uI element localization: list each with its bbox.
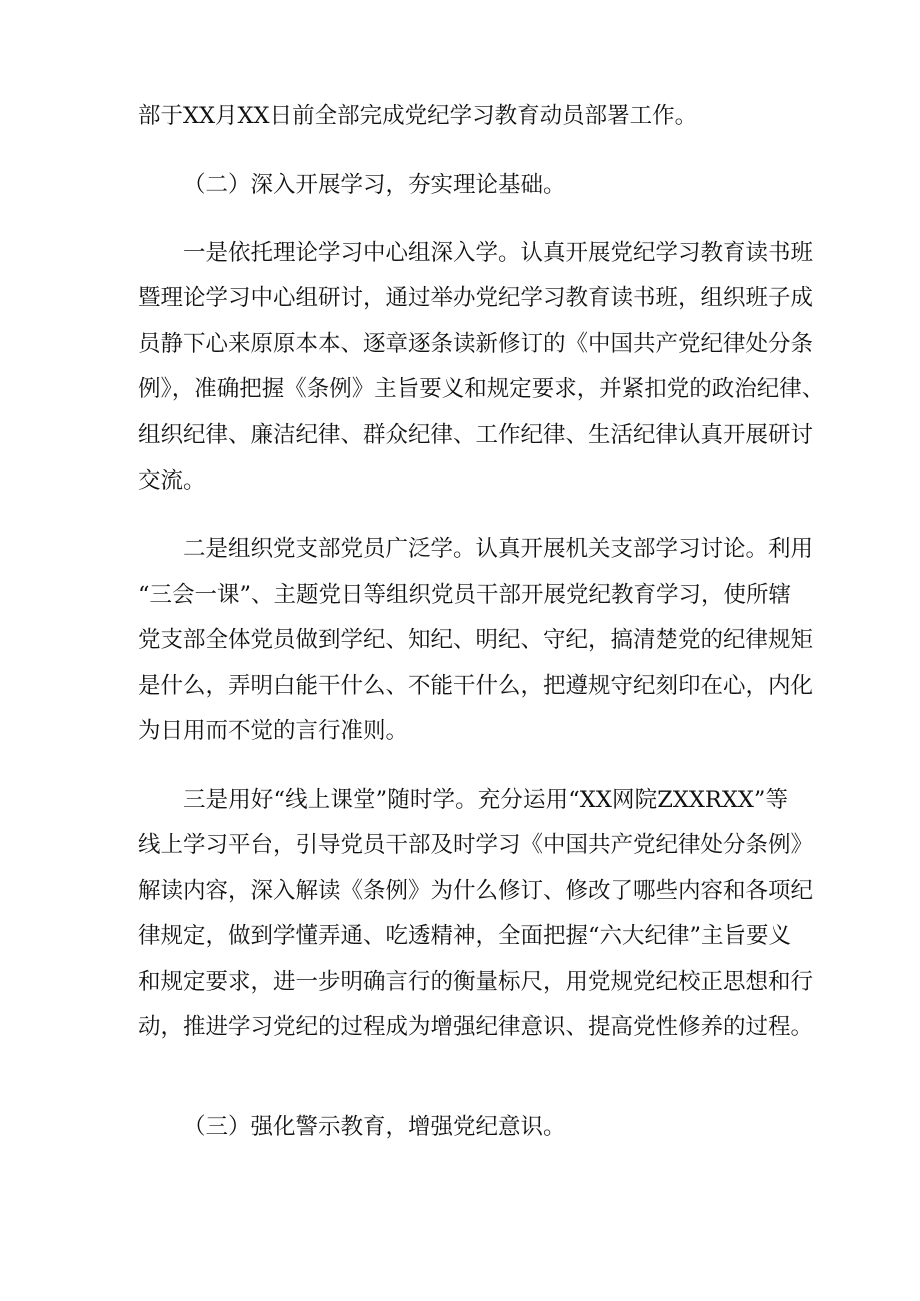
section-heading-3: （三）强化警示教育，增强党纪意识。 xyxy=(183,1114,566,1140)
paragraph-2-line-4: 是什么，弄明白能干什么、不能干什么，把遵规守纪刻印在心，内化 xyxy=(138,673,814,699)
paragraph-1-line-6: 交流。 xyxy=(138,468,206,494)
paragraph-1-line-3: 员静下心来原原本本、逐章逐条读新修订的《中国共产党纪律处分条 xyxy=(138,331,814,357)
paragraph-3-line-5: 和规定要求，进一步明确言行的衡量标尺，用党规党纪校正思想和行 xyxy=(138,969,814,995)
paragraph-2-line-5: 为日用而不觉的言行准则。 xyxy=(138,718,409,744)
paragraph-3-line-3: 解读内容，深入解读《条例》为什么修订、修改了哪些内容和各项纪 xyxy=(138,878,814,904)
paragraph-3-line-1: 三是用好“线上课堂”随时学。充分运用“XX网院ZXXRXX”等 xyxy=(183,787,788,813)
paragraph-3-line-4: 律规定，做到学懂弄通、吃透精神，全面把握“六大纪律”主旨要义 xyxy=(138,923,792,949)
paragraph-1-line-2: 暨理论学习中心组研讨，通过举办党纪学习教育读书班，组织班子成 xyxy=(138,285,814,311)
paragraph-2-line-1: 二是组织党支部党员广泛学。认真开展机关支部学习讨论。利用 xyxy=(183,536,814,562)
paragraph-intro-line-1: 部于XX月XX日前全部完成党纪学习教育动员部署工作。 xyxy=(138,103,698,129)
paragraph-1-line-4: 例》，准确把握《条例》主旨要义和规定要求，并紧扣党的政治纪律、 xyxy=(138,376,825,402)
section-heading-2: （二）深入开展学习，夯实理论基础。 xyxy=(183,172,566,198)
paragraph-1-line-5: 组织纪律、廉洁纪律、群众纪律、工作纪律、生活纪律认真开展研讨 xyxy=(138,422,814,448)
paragraph-2-line-2: “三会一课”、主题党日等组织党员干部开展党纪教育学习，使所辖 xyxy=(138,582,792,608)
paragraph-3-line-2: 线上学习平台，引导党员干部及时学习《中国共产党纪律处分条例》 xyxy=(138,832,814,858)
paragraph-1-line-1: 一是依托理论学习中心组深入学。认真开展党纪学习教育读书班 xyxy=(183,240,814,266)
paragraph-2-line-3: 党支部全体党员做到学纪、知纪、明纪、守纪，搞清楚党的纪律规矩 xyxy=(138,627,814,653)
paragraph-3-line-6: 动，推进学习党纪的过程成为增强纪律意识、提高党性修养的过程。 xyxy=(138,1014,814,1040)
